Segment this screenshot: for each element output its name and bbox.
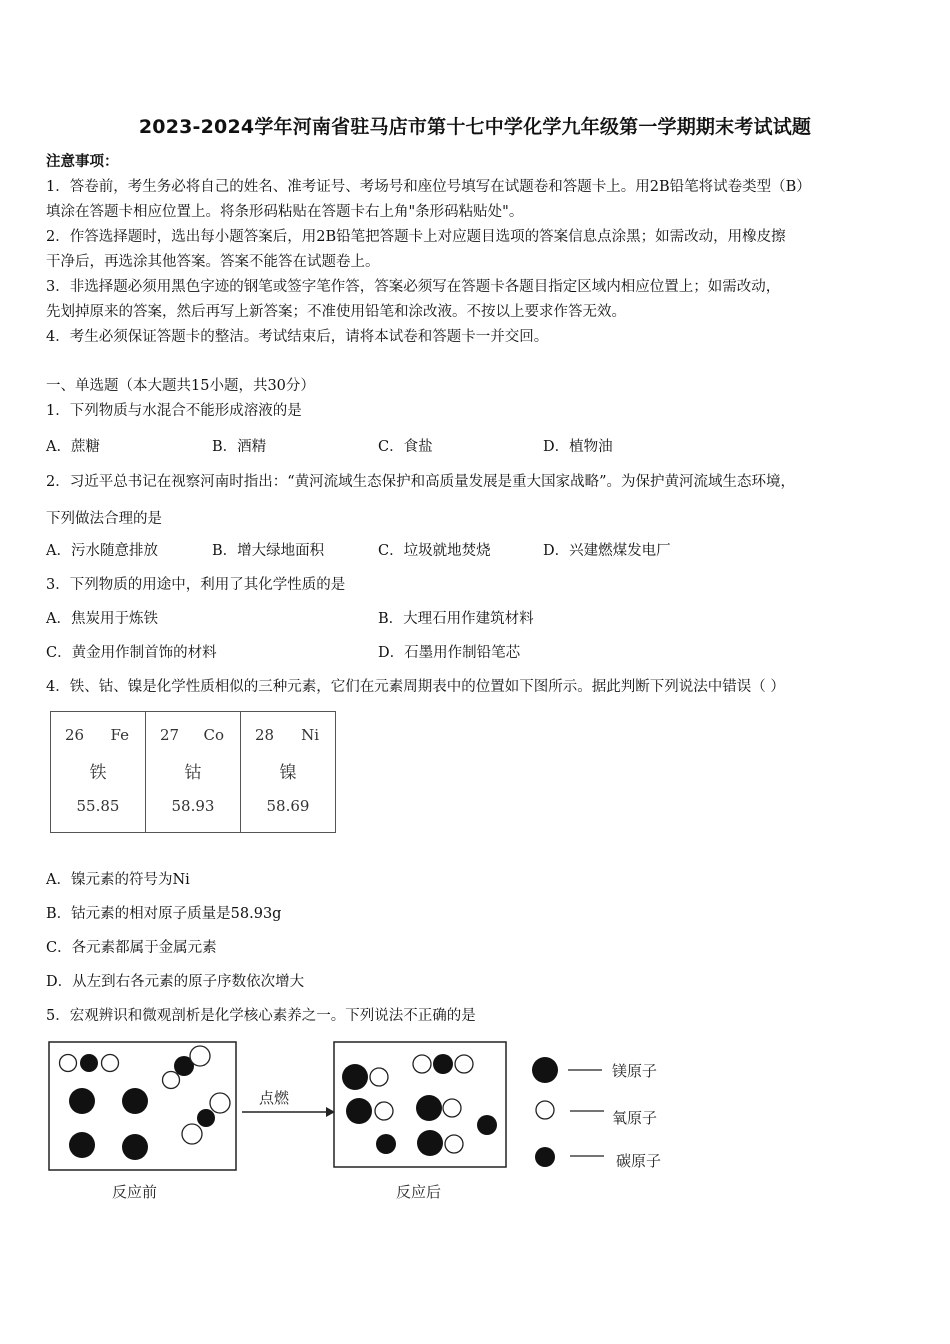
magnesium-atom: [69, 1132, 95, 1158]
question-2-stem: 2．习近平总书记在视察河南时指出：“黄河流域生态保护和高质量发展是重大国家战略”。为保护黄河流域生态环境，: [46, 474, 796, 490]
q4-option-a: A．镍元素的符号为Ni: [46, 872, 190, 888]
carbon-atom: [477, 1115, 497, 1135]
element-symbol: Ni: [301, 726, 319, 744]
q1-option-a: A．蔗糖: [46, 439, 100, 455]
carbon-atom: [376, 1134, 396, 1154]
legend-carbon-label: 碳原子: [616, 1152, 662, 1170]
question-3-stem: 3．下列物质的用途中，利用了其化学性质的是: [46, 577, 346, 593]
magnesium-atom: [416, 1095, 442, 1121]
page-title: 2023-2024学年河南省驻马店市第十七中学化学九年级第一学期期末考试试题: [138, 116, 812, 138]
magnesium-atom: [69, 1088, 95, 1114]
oxygen-atom: [413, 1055, 431, 1073]
q4-option-b: B．钴元素的相对原子质量是58.93g: [46, 906, 282, 922]
oxygen-atom: [210, 1093, 230, 1113]
oxygen-atom: [163, 1072, 180, 1089]
magnesium-atom: [417, 1130, 443, 1156]
q3-option-c: C．黄金用作制首饰的材料: [46, 645, 217, 661]
oxygen-atom: [60, 1055, 77, 1072]
carbon-atom: [433, 1054, 453, 1074]
notice-line: 填涂在答题卡相应位置上。将条形码粘贴在答题卡右上角"条形码粘贴处"。: [46, 204, 524, 220]
legend-magnesium-icon: [532, 1057, 558, 1083]
notice-line: 干净后，再选涂其他答案。答案不能答在试题卷上。: [46, 254, 380, 270]
question-1-stem: 1．下列物质与水混合不能形成溶液的是: [46, 403, 302, 419]
legend-carbon-icon: [535, 1147, 555, 1167]
q2-option-a: A．污水随意排放: [46, 543, 158, 559]
notice-heading: 注意事项：: [46, 153, 119, 170]
oxygen-atom: [445, 1135, 463, 1153]
q3-option-d: D．石墨用作制铅笔芯: [378, 645, 521, 661]
before-label: 反应前: [112, 1183, 158, 1201]
q1-option-c: C．食盐: [378, 439, 433, 455]
atomic-number: 27: [160, 726, 180, 744]
legend-oxygen-icon: [536, 1101, 554, 1119]
q4-option-c: C．各元素都属于金属元素: [46, 940, 217, 956]
legend-oxygen-label: 氧原子: [612, 1109, 658, 1127]
question-5-stem: 5．宏观辨识和微观剖析是化学核心素养之一。下列说法不正确的是: [46, 1008, 476, 1024]
notice-line: 1．答卷前，考生务必将自己的姓名、准考证号、考场号和座位号填写在试题卷和答题卡上。用2B铅笔将试卷类型（B）: [46, 179, 811, 195]
oxygen-atom: [455, 1055, 473, 1073]
notice-line: 先划掉原来的答案，然后再写上新答案；不准使用铅笔和涂改液。不按以上要求作答无效。: [46, 304, 626, 320]
atomic-mass: 58.69: [266, 797, 310, 815]
q1-option-d: D．植物油: [543, 439, 613, 455]
oxygen-atom: [182, 1124, 202, 1144]
notice-line: 2．作答选择题时，选出每小题答案后，用2B铅笔把答题卡上对应题目选项的答案信息点涂黑；如需改动，用橡皮擦: [46, 229, 786, 245]
arrow-label: 点燃: [259, 1089, 290, 1107]
q2-option-d: D．兴建燃煤发电厂: [543, 543, 671, 559]
q3-option-a: A．焦炭用于炼铁: [46, 611, 158, 627]
magnesium-atom: [122, 1088, 148, 1114]
element-symbol: Co: [203, 726, 224, 744]
oxygen-atom: [190, 1046, 210, 1066]
element-symbol: Fe: [110, 726, 129, 744]
carbon-atom: [80, 1054, 98, 1072]
element-name: 镍: [279, 763, 297, 783]
question-2-stem-cont: 下列做法合理的是: [46, 511, 162, 527]
section-heading: 一、单选题（本大题共15小题，共30分）: [46, 378, 315, 394]
atomic-number: 26: [65, 726, 85, 744]
question-4-stem: 4．铁、钴、镍是化学性质相似的三种元素，它们在元素周期表中的位置如下图所示。据此判断下列说法中错误（ ）: [46, 679, 785, 695]
q2-option-b: B．增大绿地面积: [212, 543, 325, 559]
element-cell-fe: [51, 712, 146, 833]
legend-magnesium-label: 镁原子: [612, 1062, 658, 1080]
q1-option-b: B．酒精: [212, 439, 267, 455]
oxygen-atom: [370, 1068, 388, 1086]
atomic-mass: 58.93: [171, 797, 215, 815]
element-name: 铁: [89, 763, 107, 783]
after-label: 反应后: [396, 1183, 442, 1201]
notice-line: 3．非选择题必须用黑色字迹的钢笔或签字笔作答，答案必须写在答题卡各题目指定区域内相应位置上；如需改动，: [46, 279, 781, 295]
atomic-mass: 55.85: [76, 797, 120, 815]
notice-line: 4．考生必须保证答题卡的整洁。考试结束后，请将本试卷和答题卡一并交回。: [46, 329, 549, 345]
q2-option-c: C．垃圾就地焚烧: [378, 543, 491, 559]
periodic-table-excerpt: [50, 711, 336, 833]
oxygen-atom: [443, 1099, 461, 1117]
q3-option-b: B．大理石用作建筑材料: [378, 611, 534, 627]
reaction-diagram: [40, 1035, 700, 1215]
q4-option-d: D．从左到右各元素的原子序数依次增大: [46, 974, 305, 990]
element-cell-ni: [241, 712, 336, 833]
oxygen-atom: [102, 1055, 119, 1072]
magnesium-atom: [342, 1064, 368, 1090]
magnesium-atom: [122, 1134, 148, 1160]
atomic-number: 28: [255, 726, 275, 744]
carbon-atom: [197, 1109, 215, 1127]
element-cell-co: [146, 712, 241, 833]
oxygen-atom: [375, 1102, 393, 1120]
magnesium-atom: [346, 1098, 372, 1124]
element-name: 钴: [184, 763, 202, 783]
